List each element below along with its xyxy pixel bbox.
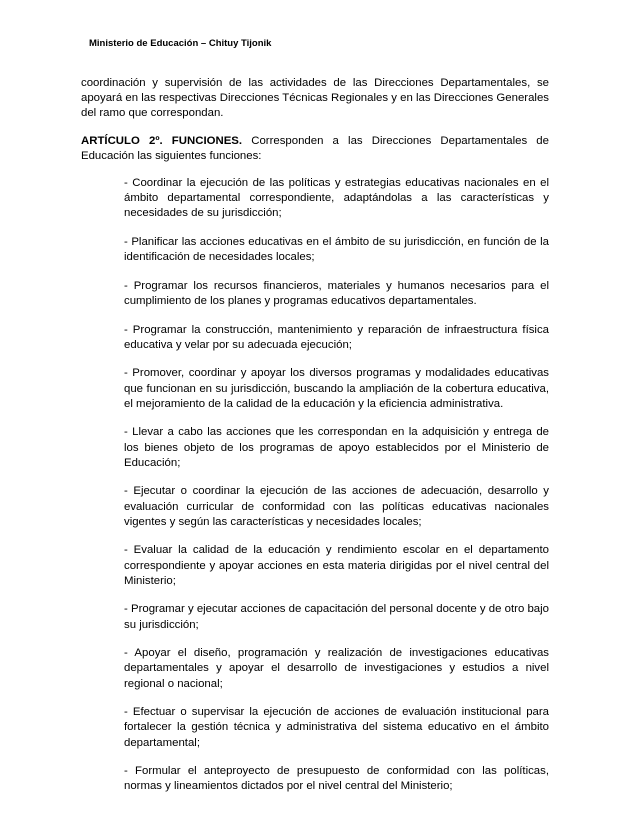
function-item-2: - Planificar las acciones educativas en el ámbito de su jurisdicción, en función de la identificación de necesidades locales; xyxy=(124,236,549,264)
function-item-6: - Llevar a cabo las acciones que les correspondan en la adquisición y entrega de los bienes objeto de los programas de apoyo establecidos por el Ministerio de Educación; xyxy=(124,426,549,469)
article-title: ARTÍCULO 2º. FUNCIONES. xyxy=(81,134,243,147)
page-header: Ministerio de Educación – Chituy Tijonik xyxy=(89,38,272,49)
intro-paragraph: coordinación y supervisión de las actividades de las Direcciones Departamentales, se apoyará en las respectivas Direcciones Técnicas Regionales y en las Direcciones Generales del ramo que correspondan. xyxy=(81,77,549,120)
function-item-10: - Apoyar el diseño, programación y realización de investigaciones educativas departamentales y apoyar el desarrollo de investigaciones y estudios a nivel regional o nacional; xyxy=(124,647,549,690)
function-item-8: - Evaluar la calidad de la educación y rendimiento escolar en el departamento correspondiente y apoyar acciones en esta materia dirigidas por el nivel central del Ministerio; xyxy=(124,544,549,587)
function-item-11: - Efectuar o supervisar la ejecución de acciones de evaluación institucional para fortalecer la gestión técnica y administrativa del sistema educativo en el ámbito departamental; xyxy=(124,706,549,749)
functions-list xyxy=(124,176,549,795)
function-item-7: - Ejecutar o coordinar la ejecución de las acciones de adecuación, desarrollo y evaluación curricular de conformidad con las políticas educativas nacionales vigentes y según las características y necesidades locales; xyxy=(124,485,549,528)
article-paragraph xyxy=(81,134,549,164)
function-item-5: - Promover, coordinar y apoyar los diversos programas y modalidades educativas que funcionan en su jurisdicción, buscando la ampliación de la cobertura educativa, el mejoramiento de la calidad de la educación y la eficiencia administrativa. xyxy=(124,367,549,410)
function-item-1: - Coordinar la ejecución de las políticas y estrategias educativas nacionales en el ámbito departamental correspondiente, adaptándolas a las características y necesidades de su jurisdicción; xyxy=(124,177,549,220)
function-item-12: - Formular el anteproyecto de presupuesto de conformidad con las políticas, normas y lineamientos dictados por el nivel central del Ministerio; xyxy=(124,765,549,793)
document-body xyxy=(81,76,549,808)
function-item-4: - Programar la construcción, mantenimiento y reparación de infraestructura física educativa y velar por su adecuada ejecución; xyxy=(124,323,549,351)
article-text: Corresponden a las Direcciones Departamentales de Educación las siguientes funciones: xyxy=(81,134,549,162)
function-item-9: - Programar y ejecutar acciones de capacitación del personal docente y de otro bajo su jurisdicción; xyxy=(124,603,549,631)
function-item-3: - Programar los recursos financieros, materiales y humanos necesarios para el cumplimiento de los planes y programas educativos departamentales. xyxy=(124,279,549,308)
